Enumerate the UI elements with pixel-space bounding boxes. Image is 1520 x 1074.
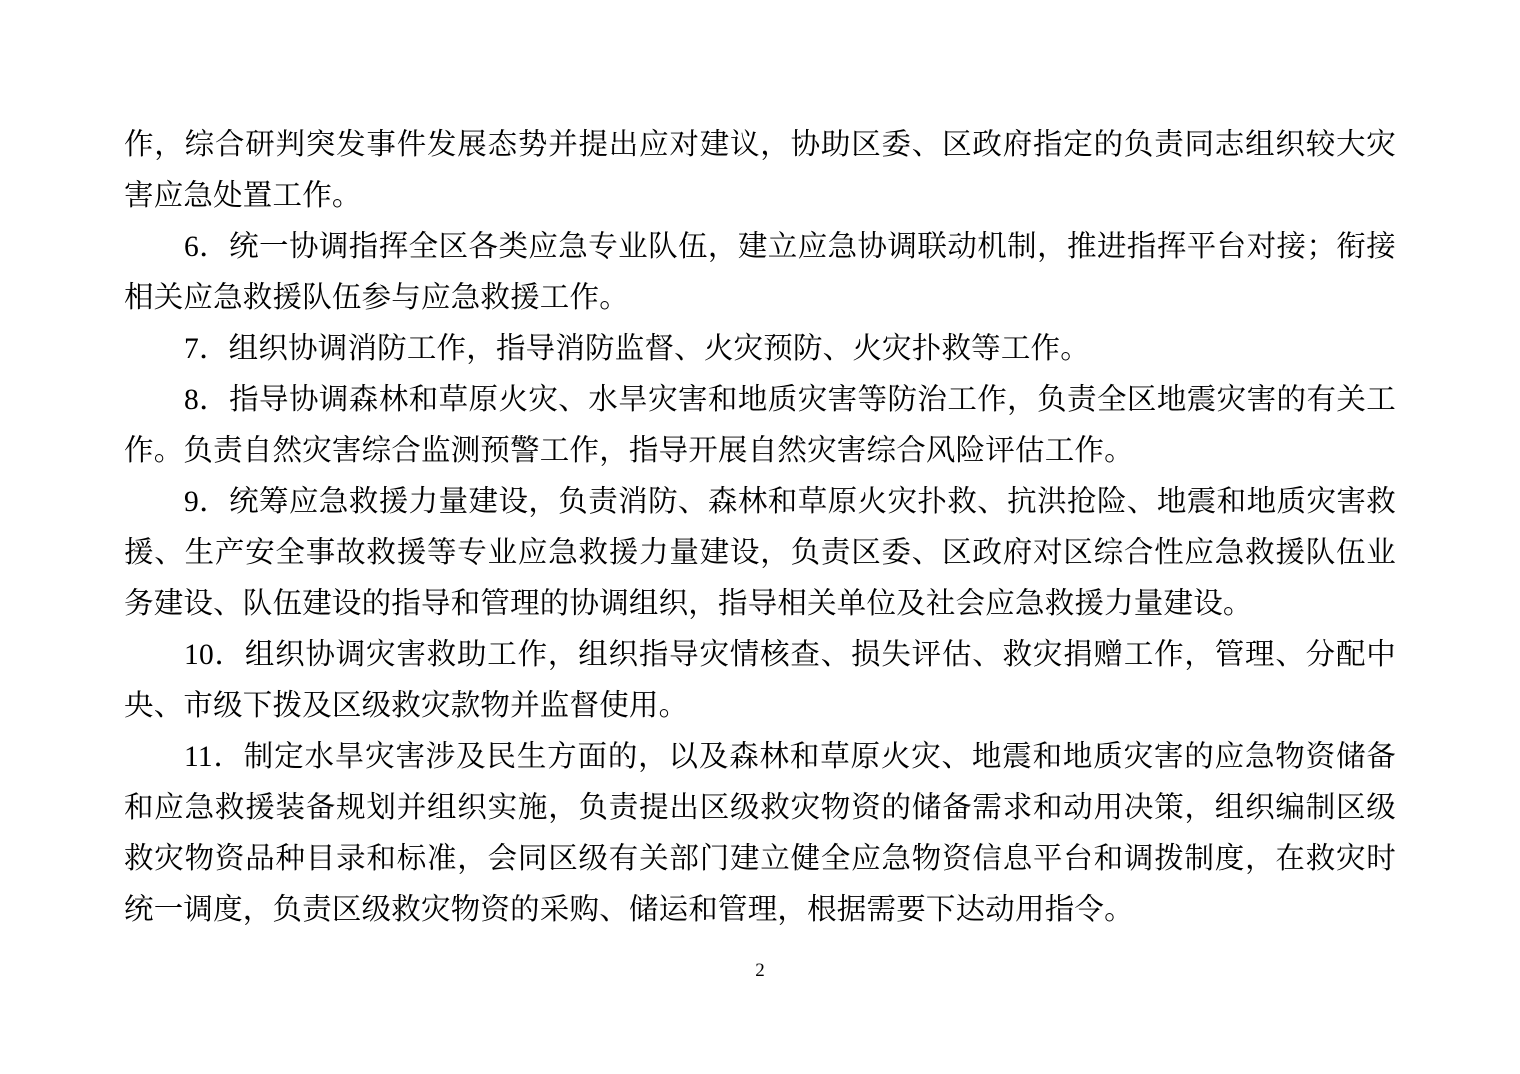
paragraph-item-11: 11．制定水旱灾害涉及民生方面的，以及森林和草原火灾、地震和地质灾害的应急物资储备和应急救援装备规划并组织实施，负责提出区级救灾物资的储备需求和动用决策，组织编制区级救灾物资品种目录和标准，会同区级有关部门建立健全应急物资信息平台和调拨制度，在救灾时统一调度，负责区级救灾物资的采购、储运和管理，根据需要下达动用指令。: [124, 741, 1396, 926]
paragraph-continued: 作，综合研判突发事件发展态势并提出应对建议，协助区委、区政府指定的负责同志组织较大灾害应急处置工作。: [124, 129, 1396, 212]
paragraph-item-10: 10．组织协调灾害救助工作，组织指导灾情核查、损失评估、救灾捐赠工作，管理、分配中央、市级下拨及区级救灾款物并监督使用。: [124, 639, 1396, 722]
document-body: [124, 120, 1396, 936]
paragraph-item-7: 7．组织协调消防工作，指导消防监督、火灾预防、火灾扑救等工作。: [184, 333, 1090, 365]
page-number: 2: [755, 960, 765, 981]
paragraph-item-9: 9．统筹应急救援力量建设，负责消防、森林和草原火灾扑救、抗洪抢险、地震和地质灾害救援、生产安全事故救援等专业应急救援力量建设，负责区委、区政府对区综合性应急救援队伍业务建设、队伍建设的指导和管理的协调组织，指导相关单位及社会应急救援力量建设。: [124, 486, 1396, 620]
paragraph-item-8: 8．指导协调森林和草原火灾、水旱灾害和地质灾害等防治工作，负责全区地震灾害的有关工作。负责自然灾害综合监测预警工作，指导开展自然灾害综合风险评估工作。: [124, 384, 1396, 467]
paragraph-item-6: 6．统一协调指挥全区各类应急专业队伍，建立应急协调联动机制，推进指挥平台对接；衔接相关应急救援队伍参与应急救援工作。: [124, 231, 1396, 314]
